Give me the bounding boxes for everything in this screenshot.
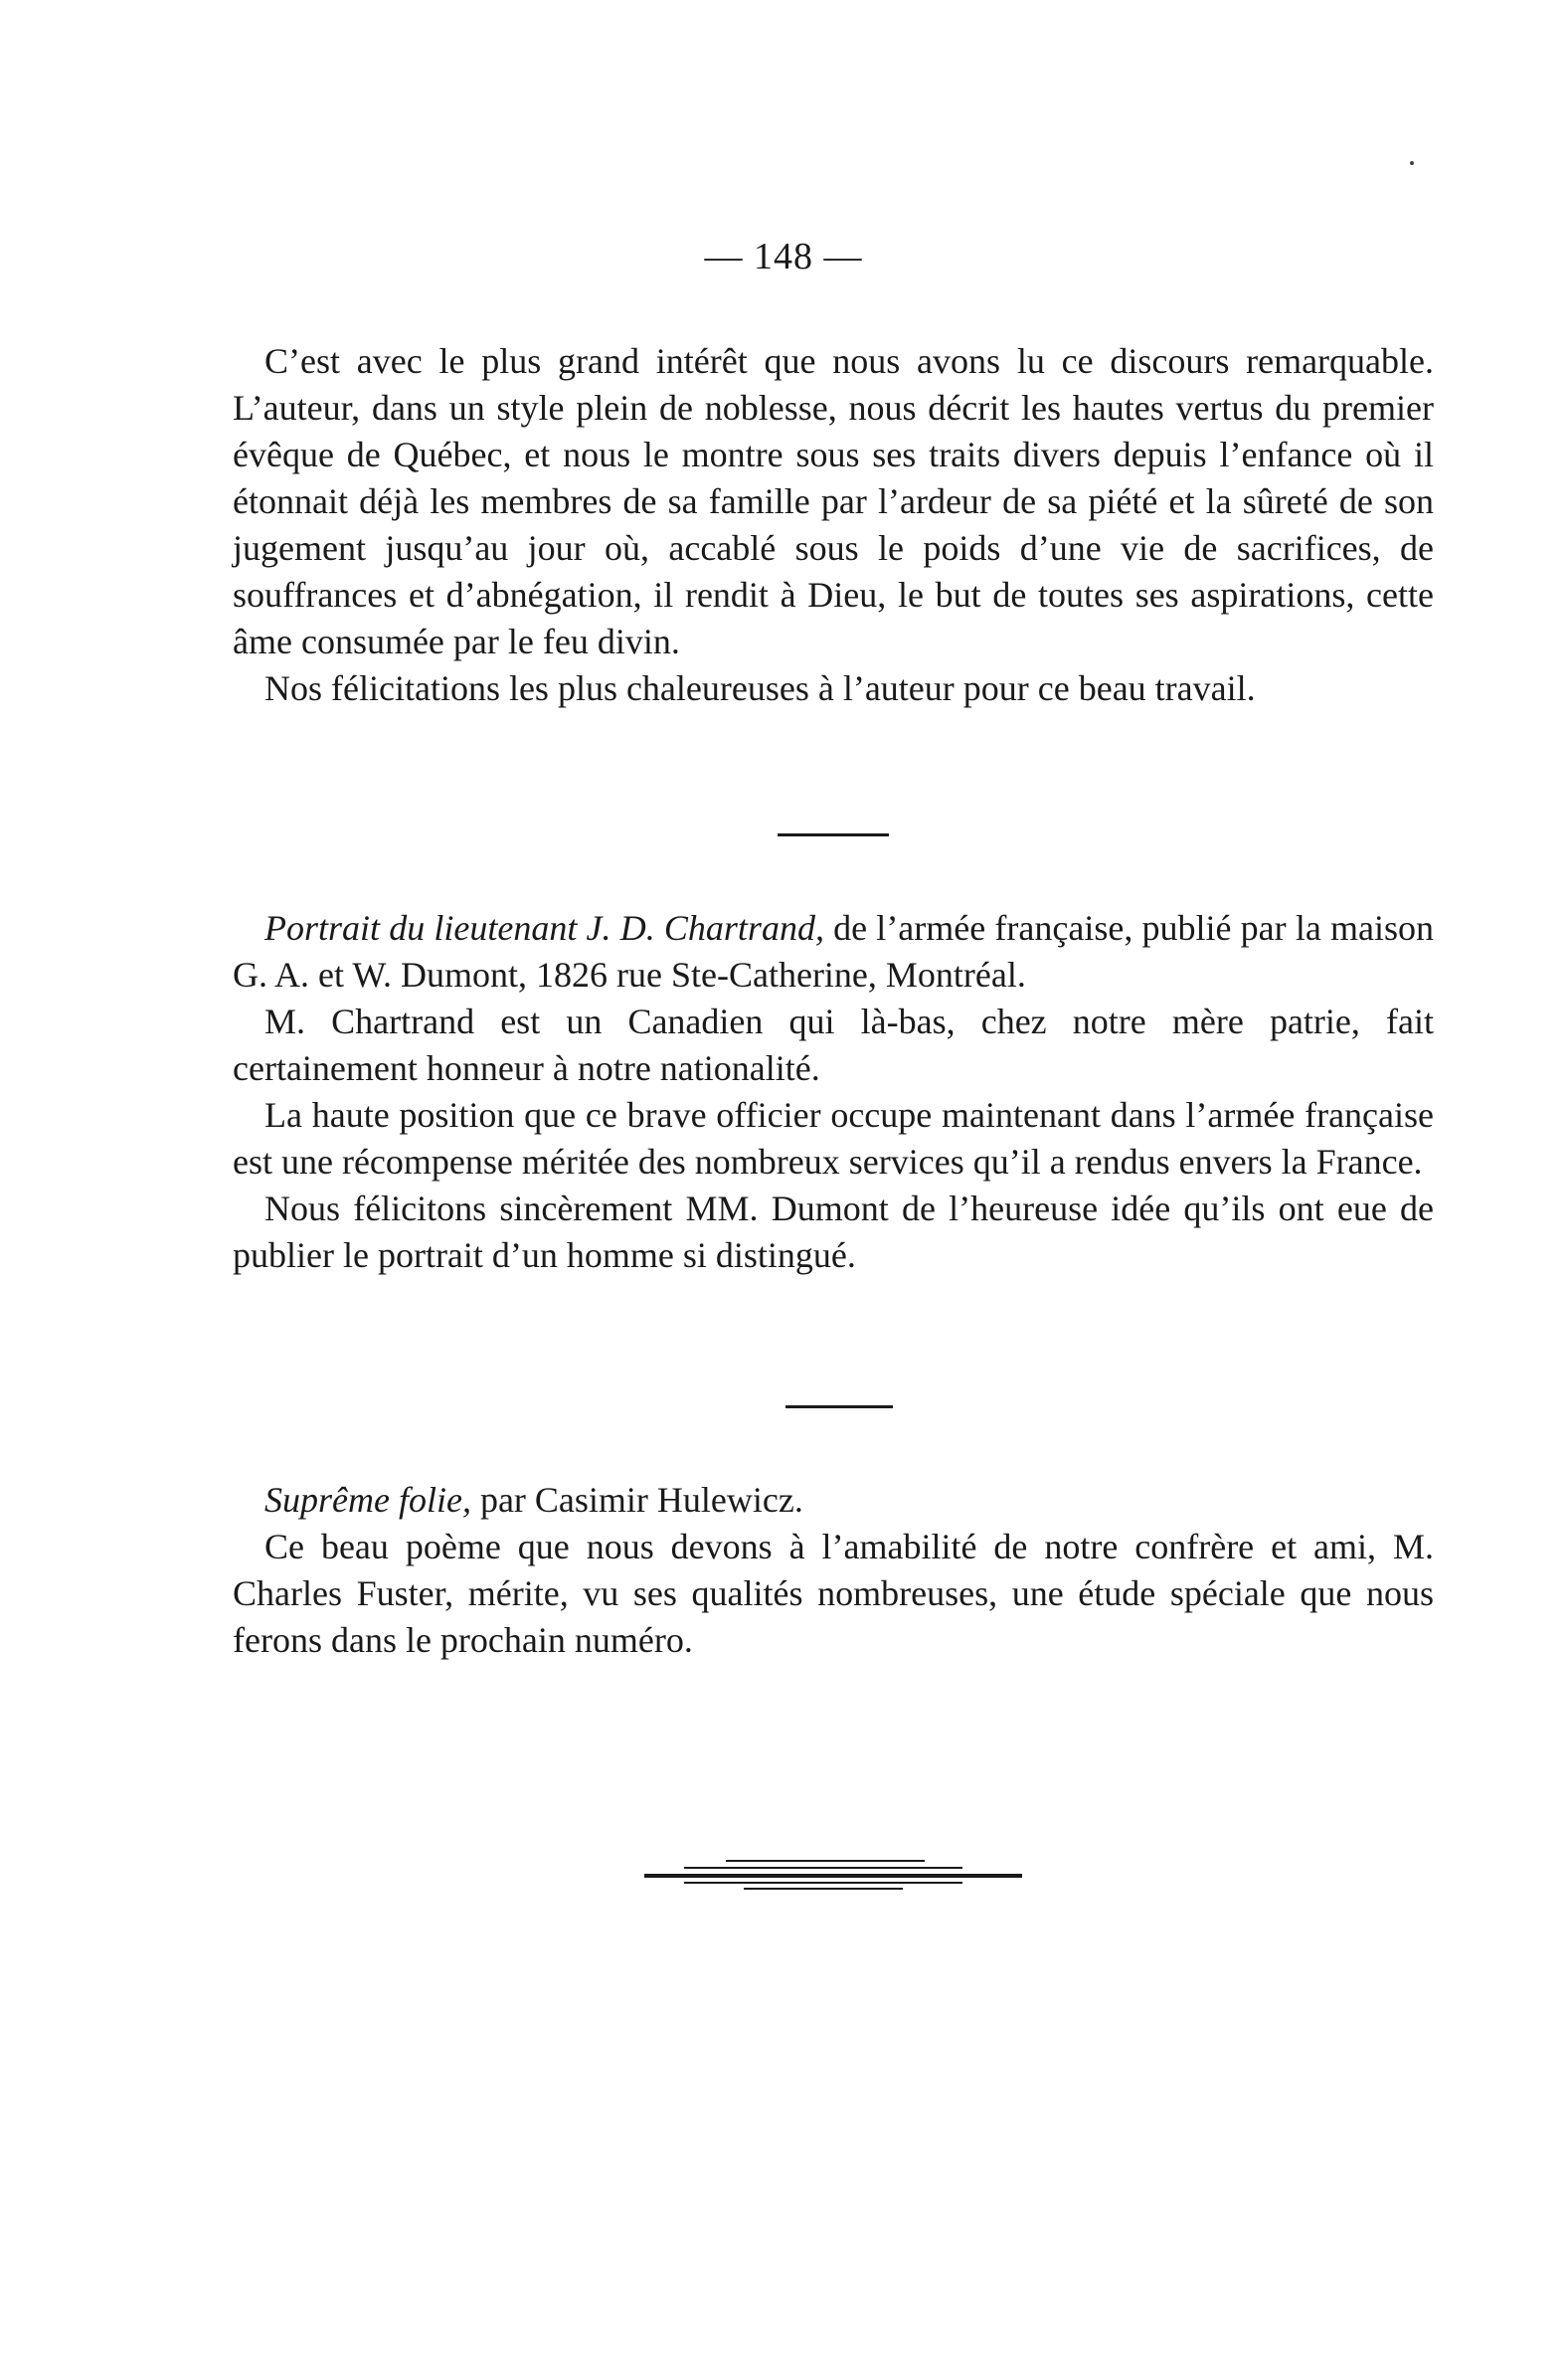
review-paragraph: Nos félicitations les plus chaleureuses à l’auteur pour ce beau travail. <box>264 668 1256 708</box>
review-discourse <box>233 338 1434 712</box>
speck <box>1410 161 1414 165</box>
review-paragraph: C’est avec le plus grand intérêt que nous avons lu ce discours remarquable. L’auteur, dans un style plein de noblesse, nous décrit les hautes vertus du premier évêque de Québec, et nous le montre sous ses traits divers depuis l’enfance où il étonnait déjà les membres de sa famille par l’ardeur de sa piété et la sûreté de son jugement jusqu’au jour où, accablé sous le poids d’une vie de sacrifices, de souffrances et d’abnégation, il rendit à Dieu, le but de toutes ses aspirations, cette âme consumée par le feu divin. <box>233 341 1434 661</box>
review-paragraph: La haute position que ce brave officier occupe maintenant dans l’armée française est une récompense méritée des nombreux services qu’il a rendus envers la France. <box>233 1095 1434 1182</box>
review-portrait <box>233 905 1434 1279</box>
page-number: — 148 — <box>704 236 863 277</box>
review-paragraph: Ce beau poème que nous devons à l’amabilité de notre confrère et ami, M. Charles Fuster, mérite, vu ses qualités nombreuses, une étude spéciale que nous ferons dans le prochain numéro. <box>233 1527 1434 1660</box>
review-poem <box>233 1477 1434 1664</box>
review-title <box>233 1477 1434 1524</box>
review-title-italic: Suprême folie, <box>264 1480 471 1520</box>
review-title <box>233 905 1434 999</box>
review-title-italic: Portrait du lieutenant J. D. Chartrand, <box>264 908 824 948</box>
section-separator <box>785 1405 893 1408</box>
review-paragraph: Nous félicitons sincèrement MM. Dumont de l’heureuse idée qu’ils ont eue de publier le portrait d’un homme si distingué. <box>233 1189 1434 1275</box>
review-title-rest: par Casimir Hulewicz. <box>470 1480 803 1520</box>
review-paragraph: M. Chartrand est un Canadien qui là-bas, chez notre mère patrie, fait certainement honneur à notre nationalité. <box>233 1002 1434 1088</box>
end-ornament <box>644 1860 1022 1890</box>
section-separator <box>778 833 889 836</box>
review-title-rest: de l’armée française, publié par la maison G. A. et W. Dumont, 1826 rue Ste-Catherine, Montréal. <box>233 908 1435 995</box>
